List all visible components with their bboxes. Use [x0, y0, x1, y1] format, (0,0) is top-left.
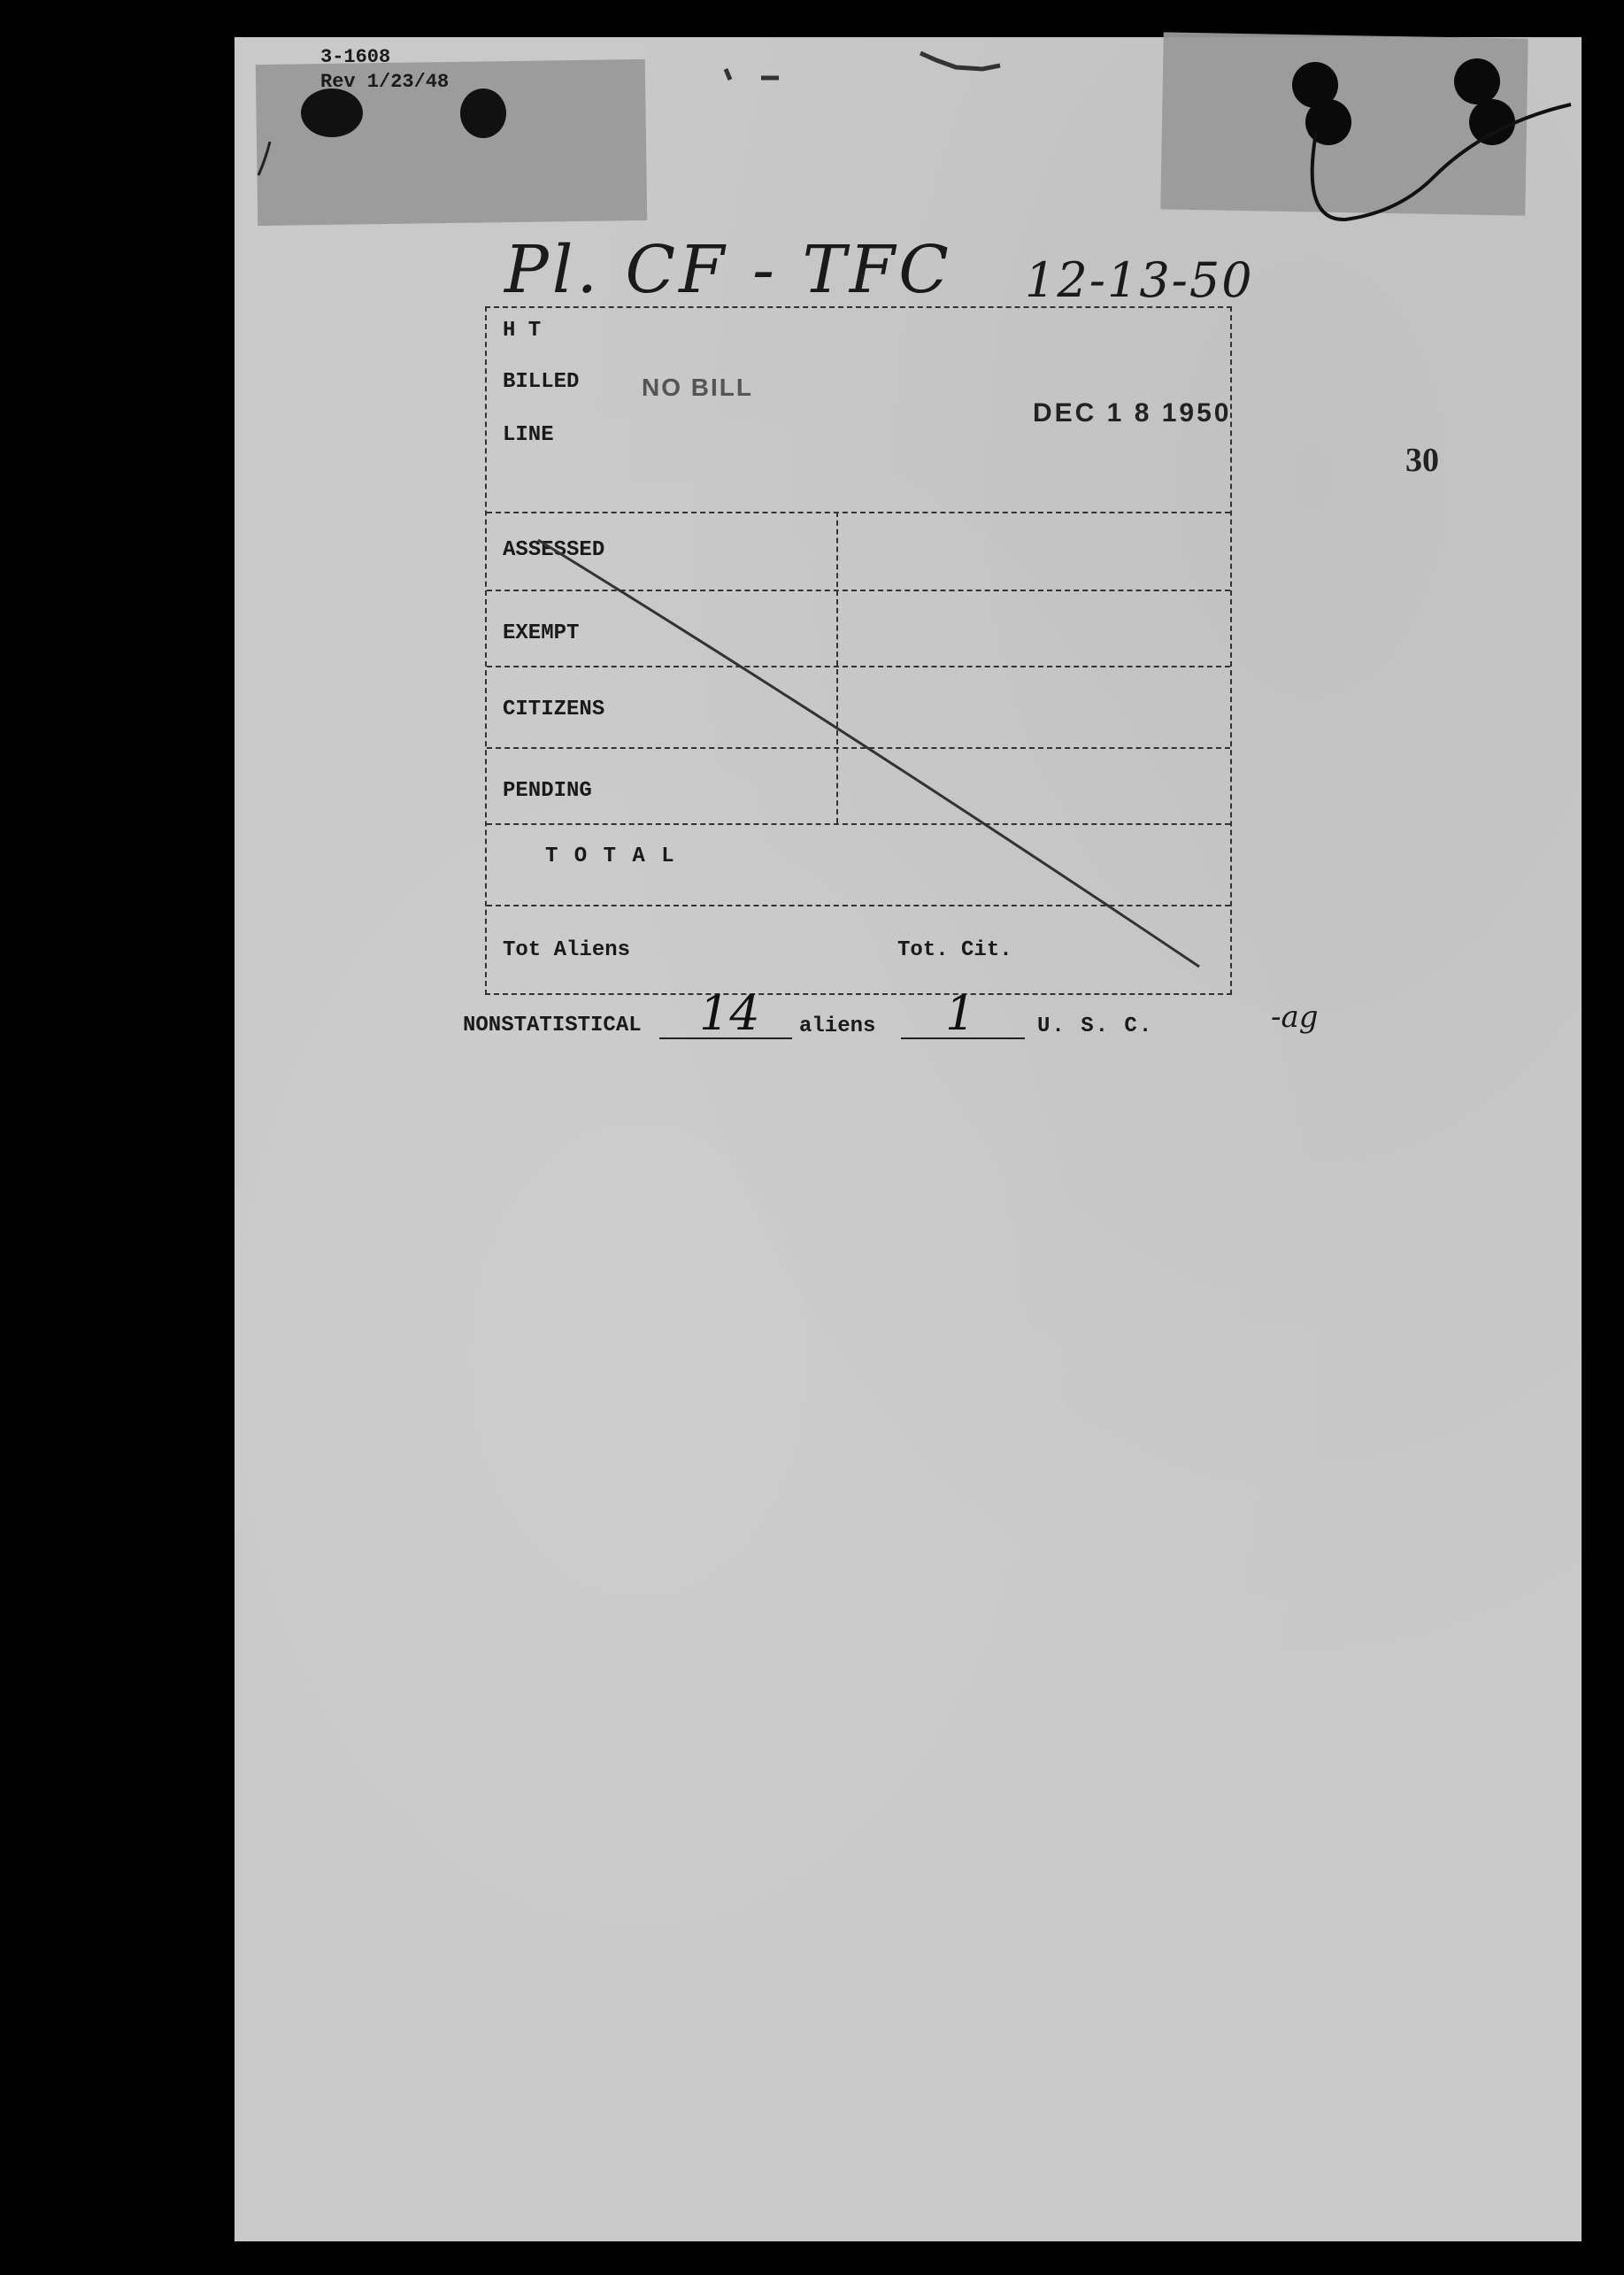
tot-cit-label: Tot. Cit. [897, 938, 1012, 962]
total-label: T O T A L [545, 844, 676, 868]
tot-aliens-label: Tot Aliens [503, 938, 631, 962]
row-label-billed: BILLED [503, 370, 580, 394]
table-divider [487, 590, 1230, 591]
page-number: 30 [1405, 442, 1439, 479]
handwritten-date: 12-13-50 [1025, 252, 1254, 308]
row-label-assessed: ASSESSED [503, 538, 605, 562]
ink-blot [301, 89, 363, 137]
form-code: 3-1608 [320, 46, 391, 68]
table-divider [487, 823, 1230, 825]
punch-hole [1454, 58, 1500, 104]
table-divider [487, 905, 1230, 906]
table-column-divider [836, 512, 838, 823]
nonstatistical-label: NONSTATISTICAL [463, 1014, 642, 1037]
form-revision: Rev 1/23/48 [320, 71, 450, 93]
row-label-pending: PENDING [503, 779, 592, 803]
table-divider [487, 666, 1230, 667]
nonstat-aliens-count: 14 [699, 985, 760, 1041]
handwritten-header: Pl. CF - TFC [504, 232, 952, 308]
handwritten-initials: -ag [1271, 999, 1319, 1035]
usc-label: U. S. C. [1037, 1014, 1154, 1038]
no-bill-stamp: NO BILL [642, 374, 753, 401]
date-received-stamp: DEC 1 8 1950 [1033, 398, 1232, 428]
nonstat-usc-count: 1 [945, 985, 976, 1041]
row-label-citizens: CITIZENS [503, 698, 605, 721]
table-divider [487, 512, 1230, 513]
row-label-line: LINE [503, 423, 554, 447]
table-divider [487, 747, 1230, 749]
row-label-exempt: EXEMPT [503, 621, 580, 645]
aliens-label: aliens [799, 1014, 876, 1038]
row-label-ht: H T [503, 319, 542, 343]
punch-hole [1305, 99, 1351, 145]
ink-blot [460, 89, 506, 138]
tape-strip-left [256, 59, 647, 226]
punch-hole [1469, 99, 1515, 145]
